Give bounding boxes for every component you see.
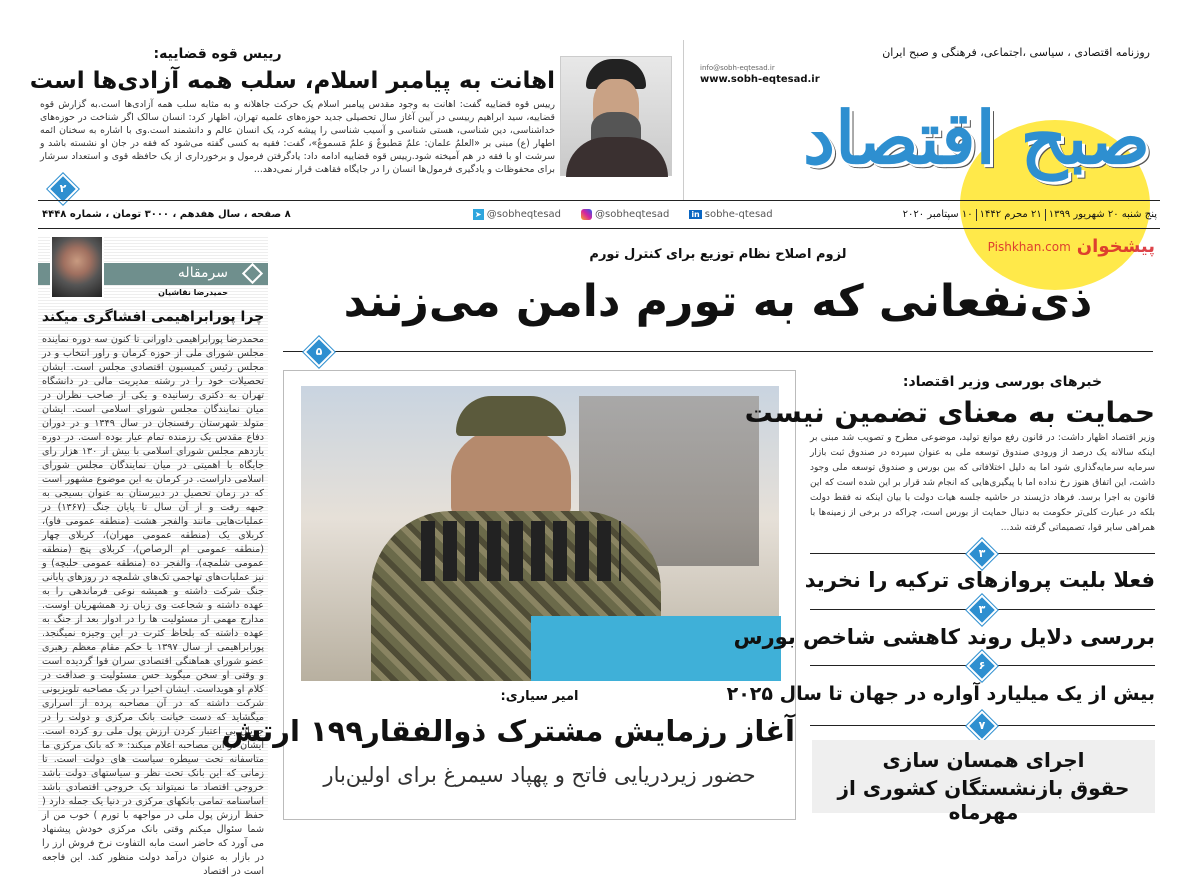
page-badge[interactable]: ۳ [966, 594, 997, 625]
author-photo [50, 235, 104, 299]
cleric-photo [560, 56, 672, 176]
lead-headline[interactable]: ذی‌نفعانی که به تورم دامن می‌زنند [343, 276, 1093, 327]
photo-story-kicker: امیر سیاری: [500, 689, 579, 704]
headline-item[interactable]: بیش از یک میلیارد آواره در جهان تا سال ۲۰۲۵ [726, 683, 1155, 705]
headline-item[interactable]: بررسی دلایل روند کاهشی شاخص بورس [733, 625, 1155, 649]
logo: صبح اقتصاد [803, 95, 1150, 180]
tagline: روزنامه اقتصادی ، سیاسی ،اجتماعی، فرهنگی و صبح ایران [882, 46, 1150, 59]
page-badge[interactable]: ۷ [966, 710, 997, 741]
editorial-body: محمدرضا پورابراهیمی داورانی تا کنون سه دوره نماینده مجلس شورای ملی از حوزه کرمان و راور انتخاب و در مجلس رئیس کمیسیون اقتصادی مجلس است. ایشان تحصیلات خود را در رشته مدیریت مالی در دانشگاه تهران به دکتری رسانیده و یکی از صاحب نظران در میان نمایندگان مجلس شورای اسلامی است. ایشان متولد شهرستان رفسنجان در سال ۱۳۴۹ و در دوران دفاع مقدس یک رزمنده تمام عیار بوده است. در دوره یازدهم مجلس شورای اسلامی با بیش از ۱۳۰ هزار رای جایگاه با اهمیتی در میان نمایندگان مجلس شورای اسلامی داراست. در کرمان به این موضوع مشهور است که در زمان تحصیل در دبیرستان به عنوان بسیجی به جبهه رفت و از آن سال تا پایان جنگ (۱۳۶۷) در عملیات‌هایی مانند والفجر هشت (منطقه عمومی فاو)، کربلای یک (منطقه عمومی مهران)، کربلای چهار (منطقه عمومی ام الرصاص)، کربلای پنج (منطقه عمومی شلمچه)، والفجر ده (منطقه عمومی حلبچه) و نیز عملیات‌های تهاجمی تک‌های شلمچه در روزهای پایانی جنگ شرکت داشته و همیشه نوعی فرماندهی را به عهده داشته و شجاعت وی زبان زد همشهریان اوست. مدارج مهمی از مسئولیت ها را در ادوار بعد از جنگ به عهده داشته که بلحاظ کثرت در این وجیزه نمیگنجد. پورابراهیمی از سال ۱۳۹۷ با حکم مقام معظم رهبری عضو شورای هماهنگی اقتصادی سران قوا گردیده است و وقتی او سخن میگوید حس مسئولیت و صداقت در کلام او هویداست. ایشان اخیرا در یک مصاحبه تلویزیونی شرکت داشته که در آن مصاحبه پرده از اسراری میگشاید که دست خیانت بانک مرکزی و دولت را در جریان بی اعتبار کردن ارزش پول ملی رو کرده است. ایشان در این مصاحبه اعلام میکند: « که بانک مرکزی ما متاسفانه تحت سیطره سیاست های دولت است. تا زمانی که این بانک تحت نظر و سیاستهای دولت باشد خروجی اقتصاد ما نمیتواند یک خروجی اقتصادی باشد اساسنامه تمامی بانکهای مرکزی در دنیا یک جمله دارد ( حفظ ارزش پول ملی در مواجهه با تورم ) خوب من از شما سئوال میکنم وقتی بانک مرکزی خودش پیشنهاد می آورد که حاضر است مابه التفاوت نرخ فروش ارز را در بازار به عنوان درآمد دولت منظور کند. این فاجعه است در اقتصاد [42, 334, 265, 877]
right-story-kicker: خبرهای بورسی وزیر اقتصاد: [902, 374, 1103, 390]
linkedin-link[interactable]: in sobhe-qtesad [691, 209, 773, 220]
right-story-body: وزیر اقتصاد اظهار داشت: در قانون رفع موانع تولید، موضوعی مطرح و تصویب شد مبنی بر اینکه سالانه یک درصد از ورودی صندوق توسعه ملی به عنوان سپرده در صندوق ثبت بازار سرمایه سرمایه‌گذاری شود اما به دلیل اختلافاتی که بین بورس و صندوق توسعه ملی وجود داشت، این اتفاق هنوز رخ نداده اما با پیگیری‌هایی که انجام شد قرار بر این شده است که این قانون به اجرا برسد. فرهاد دژپسند در حاشیه جلسه هیات دولت با بیان اینکه نه فقط دولت بلکه در عبارت کلی‌تر حکومت به دنبال حمایت از بورس است، چراکه در برخی از زمینه‌ها با همراهی سایر قوا، تصمیماتی گرفته شد... [810, 433, 1155, 533]
right-story-headline[interactable]: حمایت به معنای تضمین نیست [744, 396, 1155, 429]
date-gregorian: ۱۰ سپتامبر ۲۰۲۰ [902, 209, 973, 220]
photo-story-headline[interactable]: آغاز رزمایش مشترک ذوالفقار۱۹۹ ارتش [221, 714, 795, 748]
telegram-icon: ➤ [473, 209, 484, 220]
instagram-icon [581, 209, 592, 220]
date-persian: پنج شنبه ۲۰ شهریور ۱۳۹۹ [1048, 209, 1157, 220]
page-badge[interactable]: ۳ [966, 538, 997, 569]
page-badge[interactable]: ۵ [303, 336, 334, 367]
info-bar [38, 201, 1160, 228]
watermark: پیشخوان Pishkhan.com [987, 236, 1155, 257]
page-badge[interactable]: ۶ [966, 650, 997, 681]
linkedin-icon: in [691, 210, 700, 219]
headline-item[interactable]: فعلا بلیت پروازهای ترکیه را نخرید [804, 568, 1155, 592]
lead-kicker: لزوم اصلاح نظام توزیع برای کنترل تورم [589, 247, 847, 262]
website[interactable]: www.sobh-eqtesad.ir [700, 74, 820, 85]
issue-info: ۸ صفحه ، سال هفدهم ، ۳۰۰۰ تومان ، شماره ۴۴۴۸ [42, 209, 291, 220]
top-story-headline[interactable]: اهانت به پیامبر اسلام، سلب همه آزادی‌ها است [29, 68, 555, 94]
date-hijri: ۲۱ محرم ۱۴۴۲ [979, 209, 1042, 220]
top-story-kicker: رییس قوه قضاییه: [153, 46, 282, 62]
instagram-link[interactable]: @sobheqtesad [581, 209, 669, 220]
boxed-line-1: اجرای همسان سازی [882, 748, 1085, 772]
top-story [29, 40, 555, 198]
masthead [690, 40, 1160, 200]
military-photo [301, 386, 779, 681]
photo-story-subhead: حضور زیردریایی فاتح و پهپاد سیمرغ برای اولین‌بار [323, 763, 756, 787]
page-badge[interactable]: ۲ [47, 173, 78, 204]
editorial-title[interactable]: چرا پورابراهیمی افشاگری میکند [41, 309, 265, 325]
top-story-body: رییس قوه قضاییه گفت: اهانت به وجود مقدس پیامبر اسلام یک حرکت جاهلانه و به مثابه سلب همه آزادی‌ها است.به گزارش قوه قضاییه، سید ابراهیم رییسی در آیین آغاز سال تحصیلی جدید حوزه‌های علمیه تهران، اظهار کرد: انسان سالک اگر شناخت در حوزه‌های خداشناسی، دین شناسی، هستی شناسی و آسیب شناسی را پیشه کرد، یک انسان عالم و دانشمند است.وی با اشاره به سخنان ائمه اطهار (ع) مبنی بر «العلمُ علمان: علمٌ مَطبوعٌ وَ علمٌ مَسموعٌ»، گفت: فقیه به کسی گفته می‌شود که فقه در جان او نشسته باشد و سرشت او با فقه در هم آمیخته شود.رییس قوه قضاییه ادامه داد: یادگرفتن فرمول و برخورداری از یک حافظه قوی و استعداد سرشار برای محفوظات و یادگیری فرمول‌ها انسان را در جایگاه فقاهت قرار نمی‌دهد... [40, 99, 555, 175]
email[interactable]: info@sobh-eqtesad.ir [700, 64, 775, 72]
photo-story [221, 370, 796, 820]
section-label: سرمقاله [177, 265, 228, 281]
boxed-line-2: حقوق بازنشستگان کشوری از مهرماه [837, 776, 1130, 824]
telegram-link[interactable]: ➤ @sobheqtesad [473, 209, 561, 220]
boxed-story[interactable] [812, 740, 1155, 824]
author-name: حمیدرضا نقاشیان [158, 288, 228, 297]
